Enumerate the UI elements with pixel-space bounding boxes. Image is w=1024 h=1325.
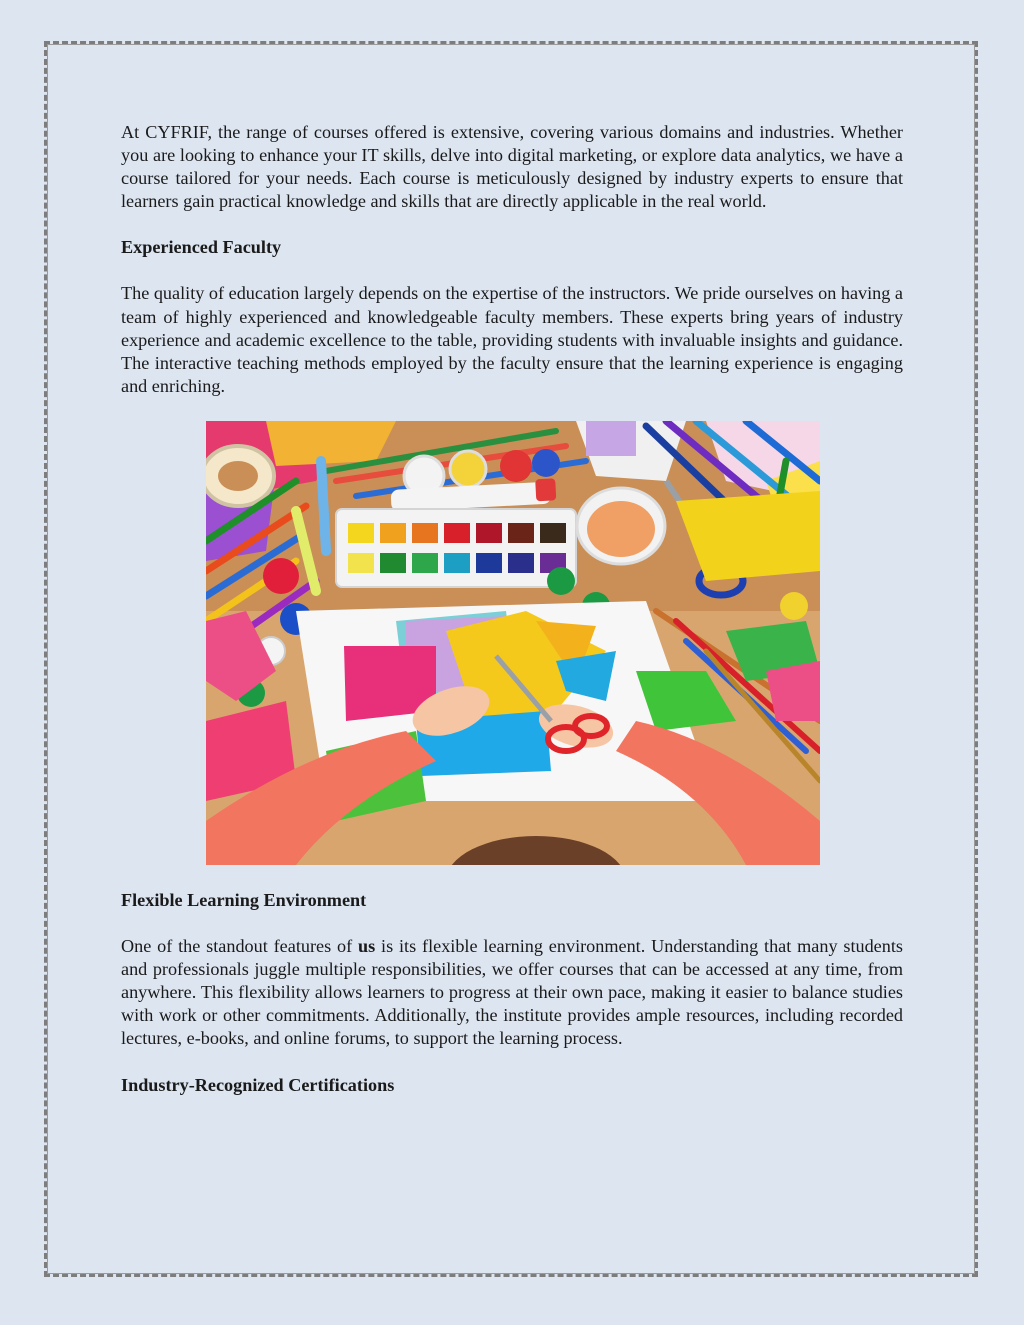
faculty-heading: Experienced Faculty (121, 237, 282, 258)
flex-text-end: is its flexible learning environment. Understanding that many students and professionals juggle multiple responsibilities, we offer courses that can be accessed at any time, from anywhere. This flexibility allows learners to progress at their own pace, making it easier to balance studies with work or other commitments. Additionally, the institute provides ample resources, including recorded lectures, e-books, and online forums, to support the learning process. (121, 936, 903, 1049)
flex-text-bold: us (358, 936, 376, 957)
faculty-paragraph: The quality of education largely depends on the expertise of the instructors. We pride ourselves on having a team of highly experienced and knowledgeable faculty members. These experts bring years of industry experience and academic excellence to the table, providing students with invaluable insights and guidance. The interactive teaching methods employed by the faculty ensure that the learning experience is engaging and enriching. (121, 283, 903, 396)
flex-heading: Flexible Learning Environment (121, 889, 367, 910)
document-content (121, 121, 903, 1097)
art-supplies-illustration (206, 421, 820, 865)
intro-paragraph: At CYFRIF, the range of courses offered is extensive, covering various domains and industries. Whether you are looking to enhance your IT skills, delve into digital marketing, or explore data analytics, we have a course tailored for your needs. Each course is meticulously designed by industry experts to ensure that learners gain practical knowledge and skills that are directly applicable in the real world. (121, 122, 903, 212)
flex-paragraph (121, 935, 903, 1050)
art-supplies-photo (206, 421, 820, 865)
certifications-heading: Industry-Recognized Certifications (121, 1074, 395, 1095)
flex-text-start: One of the standout features of (121, 936, 358, 957)
